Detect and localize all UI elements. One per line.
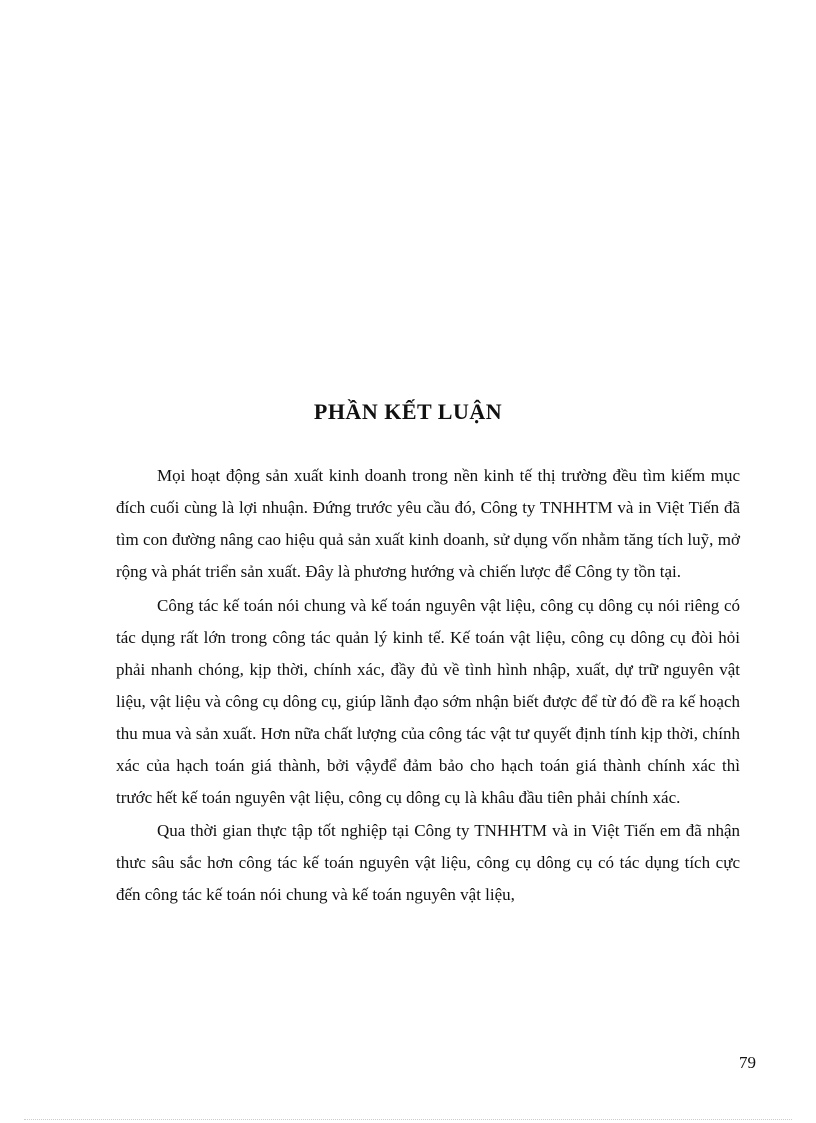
page-title: PHẦN KẾT LUẬN xyxy=(313,399,503,424)
paragraph-2: Công tác kế toán nói chung và kế toán nguyên vật liệu, công cụ dông cụ nói riêng có tác dụng rất lớn trong công tác quản lý kinh tế. Kế toán vật liệu, công cụ dông cụ đòi hỏi phải nhanh chóng, kịp thời, chính xác, đầy đủ về tình hình nhập, xuất, dự trữ nguyên vật liệu, vật liệu và công cụ dông cụ, giúp lãnh đạo sớm nhận biết được để từ đó đề ra kế hoạch thu mua và sản xuất. Hơn nữa chất lượng của công tác vật tư quyết định tính kịp thời, chính xác của hạch toán giá thành, bởi vậyđể đảm bảo cho hạch toán giá thành chính xác thì trước hết kế toán nguyên vật liệu, công cụ dông cụ là khâu đầu tiên phải chính xác. xyxy=(116,596,740,807)
paragraph-3: Qua thời gian thực tập tốt nghiệp tại Công ty TNHHTM và in Việt Tiến em đã nhận thưc sâu sắc hơn công tác kế toán nguyên vật liệu, công cụ dông cụ có tác dụng tích cực đến công tác kế toán nói chung và kế toán nguyên vật liệu, xyxy=(116,821,740,904)
body-text xyxy=(116,460,740,911)
paragraph-1: Mọi hoạt động sản xuất kinh doanh trong nền kinh tế thị trường đều tìm kiếm mục đích cuối cùng là lợi nhuận. Đứng trước yêu cầu đó, Công ty TNHHTM và in Việt Tiến đã tìm con đường nâng cao hiệu quả sản xuất kinh doanh, sử dụng vốn nhằm tăng tích luỹ, mở rộng và phát triển sản xuất. Đây là phương hướng và chiến lược để Công ty tồn tại. xyxy=(116,466,740,581)
page-number: 79 xyxy=(739,1053,756,1072)
footer-divider xyxy=(24,1119,792,1120)
